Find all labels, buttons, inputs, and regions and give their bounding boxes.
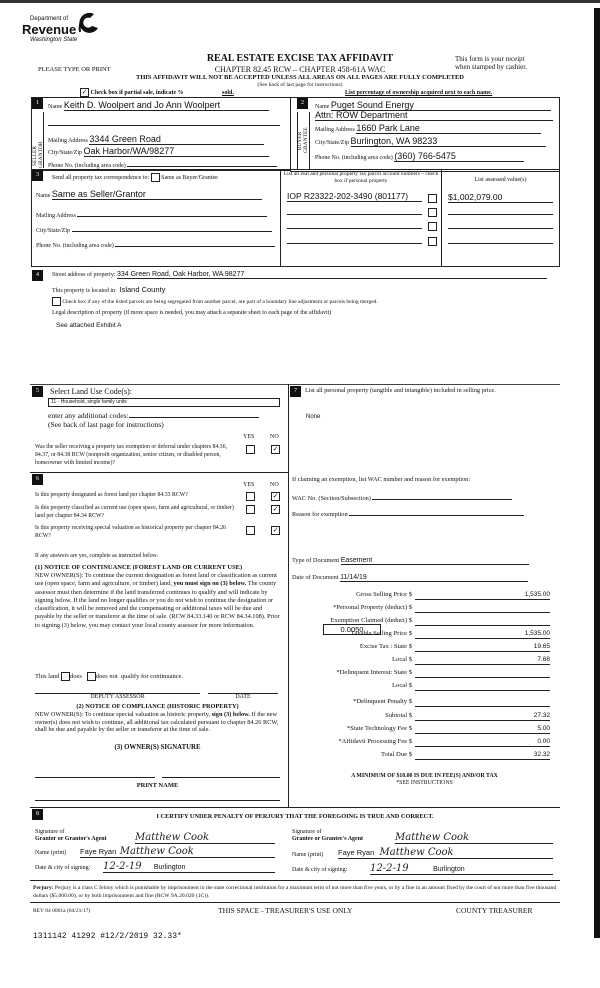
label: This land bbox=[35, 672, 60, 680]
logo-revenue: Revenue bbox=[22, 22, 77, 37]
personal-property-checkbox[interactable] bbox=[428, 237, 437, 246]
same-as-buyer-checkbox[interactable] bbox=[151, 173, 160, 182]
list-pct-label: List percentage of ownership acquired next to each name. bbox=[345, 90, 493, 96]
label: enter any additional codes: bbox=[48, 411, 129, 420]
tax-row-value[interactable]: 5.00 bbox=[415, 725, 550, 734]
yes-header: YES bbox=[243, 434, 255, 440]
label: Send all property tax correspondence to: bbox=[52, 174, 150, 181]
notice1-text: NEW OWNER(S): To continue the current designation as forest land or classification as current use (open space, farm and agriculture, or timber) land, you must sign on (3) below. The county assessor must then determine if the land transferred continues to qualify and will indicate by signing below. If the land no longer qualifies or you do not wish to continue the designation or classification, it will be removed and the compensating or additional taxes will be due and payable by the seller or transferor at the time of sale. (RCW 84.33.140 or RCW 84.34.108). Prior to signing (3) below, you may contact your local county assessor for more information. bbox=[35, 572, 280, 629]
revenue-logo-icon bbox=[76, 10, 100, 36]
buyer-mail-field[interactable]: 1660 Park Lane bbox=[356, 123, 541, 134]
exemption-label: If claiming an exemption, list WAC number and reason for exemption: bbox=[292, 476, 471, 483]
personal-property-label: List all personal property (tangible and intangible) included in selling price. bbox=[305, 387, 496, 394]
seller-city-field[interactable]: Oak Harbor/WA/98277 bbox=[84, 146, 269, 157]
section-number: 8 bbox=[32, 809, 43, 820]
grantor-city[interactable]: Burlington bbox=[153, 864, 186, 871]
notice1-title: (1) NOTICE OF CONTINUANCE (FOREST LAND OR CURRENT USE) bbox=[35, 564, 243, 571]
warning-text: THIS AFFIDAVIT WILL NOT BE ACCEPTED UNLESS ALL AREAS ON ALL PAGES ARE FULLY COMPLETED bbox=[136, 74, 464, 81]
does-not-checkbox[interactable] bbox=[87, 672, 96, 681]
logo-line3: Washington State bbox=[30, 37, 78, 43]
grantee-date[interactable]: 12-2-19 bbox=[370, 863, 409, 874]
buyer-attn-field[interactable]: Attn: ROW Department bbox=[315, 110, 553, 121]
parcel-number-field[interactable]: IOP R23322-202-3490 (801177) bbox=[287, 191, 422, 202]
seller-name-field[interactable]: Keith D. Woolpert and Jo Ann Woolpert bbox=[64, 100, 269, 111]
assessed-value-field[interactable]: $1,002,079.00 bbox=[448, 192, 553, 203]
buyer-city-field[interactable]: Burlington, WA 98233 bbox=[351, 136, 546, 147]
grantor-print-signature: Matthew Cook bbox=[119, 846, 194, 857]
correspondence-city-field[interactable] bbox=[72, 224, 272, 232]
tax-row-value[interactable] bbox=[415, 604, 550, 613]
label: City/State/Zip bbox=[48, 150, 82, 156]
label: Date & city of signing: bbox=[35, 865, 91, 871]
label: Street address of property: bbox=[52, 272, 116, 278]
tax-row-label: Taxable Selling Price $ bbox=[350, 630, 412, 637]
label: Phone No. (including area code) bbox=[315, 155, 393, 161]
tax-row-label: Subtotal $ bbox=[385, 712, 412, 719]
sold-label: sold. bbox=[222, 90, 234, 96]
tax-row-label: Excise Tax : State $ bbox=[359, 643, 412, 650]
county-field[interactable]: Island County bbox=[119, 285, 166, 294]
owner-signature-title: (3) OWNER(S) SIGNATURE bbox=[114, 744, 201, 751]
partial-sale-label: Check box if partial sale, indicate % bbox=[90, 89, 184, 96]
label: Reason for exemption bbox=[292, 511, 348, 518]
notice2-title: (2) NOTICE OF COMPLIANCE (HISTORIC PROPERTY) bbox=[76, 703, 239, 710]
label: Date of Document bbox=[292, 574, 339, 581]
tax-row-value[interactable] bbox=[415, 669, 550, 678]
deputy-assessor-line[interactable]: DEPUTY ASSESSOR bbox=[35, 693, 200, 700]
form-revision: REV 84 0001a (04/21/17) bbox=[33, 908, 91, 914]
minimum-due-note: A MINIMUM OF $10.00 IS DUE IN FEE(S) AND/OR TAX bbox=[351, 773, 498, 779]
tax-row-label: Exemption Claimed (deduct) $ bbox=[330, 617, 412, 624]
historic-no-checkbox[interactable]: ✓ bbox=[272, 526, 279, 534]
seller-mail-field[interactable]: 3344 Green Road bbox=[89, 134, 264, 145]
seller-phone-field[interactable] bbox=[127, 159, 277, 167]
tax-row-label: *Affidavit Processing Fee $ bbox=[338, 738, 412, 745]
see-back: (See back of last page for instructions) bbox=[257, 82, 343, 88]
additional-codes-field[interactable] bbox=[129, 409, 259, 418]
tax-row-value[interactable]: 27.32 bbox=[415, 712, 550, 721]
exemption-reason-field[interactable] bbox=[349, 508, 524, 516]
no-header: NO bbox=[270, 482, 279, 488]
label: Phone No. (including area code) bbox=[48, 163, 126, 169]
buyer-phone-field[interactable]: (360) 766-5475 bbox=[394, 151, 524, 162]
grantor-print-name[interactable]: Faye Ryan bbox=[80, 847, 117, 856]
label: WAC No. (Section/Subsection) bbox=[292, 495, 371, 502]
label: Same as Buyer/Grantee bbox=[161, 174, 218, 181]
assessor-date-line[interactable]: DATE bbox=[208, 693, 278, 700]
no-header: NO bbox=[270, 434, 279, 440]
label: Mailing Address bbox=[48, 138, 88, 144]
label: City/State/Zip bbox=[36, 228, 70, 234]
yes-header: YES bbox=[243, 482, 255, 488]
label: Signature of bbox=[292, 829, 322, 835]
section-number: 6 bbox=[32, 474, 43, 485]
forest-yes-checkbox[interactable] bbox=[246, 492, 255, 501]
see-back-note: (See back of last page for instructions) bbox=[48, 420, 164, 429]
parcel-header: List all real and personal property tax parcel account numbers – check box if personal property bbox=[283, 171, 439, 184]
current-use-no-checkbox[interactable]: ✓ bbox=[272, 505, 279, 513]
print-name-line[interactable] bbox=[35, 800, 280, 801]
historic-question: Is this property receiving special valuation as historical property per chapter 84.26 RCW? bbox=[35, 525, 226, 539]
legal-description-field[interactable]: See attached Exhibit A bbox=[56, 322, 122, 329]
tax-row-value[interactable]: 1,535.00 bbox=[415, 591, 550, 600]
notice2-text: NEW OWNER(S): To continue special valuation as historic property, sign (3) below. If the new owner(s) does not wish to continue, all additional tax calculated pursuant to chapter 84.26 RCW, shall be due and payable by the seller or transferor at the time of sale. bbox=[35, 711, 279, 733]
label: Mailing Address bbox=[36, 213, 76, 219]
buyer-name-field[interactable]: Puget Sound Energy bbox=[331, 100, 551, 111]
section-number: 7 bbox=[290, 386, 301, 397]
label: City/State/Zip bbox=[315, 140, 349, 146]
label: Date & city of signing: bbox=[292, 867, 348, 873]
print-name-label: PRINT NAME bbox=[136, 782, 179, 789]
tax-row-value[interactable]: 32.32 bbox=[415, 751, 550, 760]
current-use-question: Is this property classified as current use (open space, farm and agricultural, or timber) land per chapter 84.34 RCW? bbox=[35, 505, 234, 519]
personal-property-checkbox[interactable] bbox=[428, 222, 437, 231]
tax-row-value[interactable] bbox=[415, 698, 550, 707]
label: Name (print) bbox=[35, 850, 67, 856]
receipt-note-2: when stamped by cashier. bbox=[455, 63, 527, 71]
section-number: 1 bbox=[32, 98, 43, 109]
tax-row-value[interactable] bbox=[415, 682, 550, 691]
tax-row-label: Total Due $ bbox=[380, 751, 412, 758]
grantee-signature-label: Grantee or Grantee's Agent bbox=[292, 836, 364, 842]
label: Phone No. (including area code) bbox=[36, 243, 114, 249]
label: Mailing Address bbox=[315, 127, 355, 133]
grantee-city[interactable]: Burlington bbox=[433, 866, 465, 873]
grantor-signature[interactable]: Matthew Cook bbox=[135, 832, 275, 844]
correspondence-mail-field[interactable] bbox=[77, 209, 267, 217]
document-date-field[interactable]: 11/14/19 bbox=[340, 574, 528, 582]
legal-description-label: Legal description of property (if more space is needed, you may attach a separate sheet to each page of the affidavit) bbox=[52, 310, 332, 316]
tax-row-value[interactable]: 1,535.00 bbox=[415, 630, 550, 639]
scan-edge-top bbox=[0, 0, 600, 3]
personal-property-checkbox[interactable] bbox=[428, 194, 437, 203]
section-number: 4 bbox=[32, 270, 43, 281]
form-title: REAL ESTATE EXCISE TAX AFFIDAVIT bbox=[206, 53, 394, 64]
partial-sale-checkbox[interactable]: ✓ bbox=[81, 88, 88, 96]
exemption-yes-checkbox[interactable] bbox=[246, 445, 255, 454]
county-treasurer-label: COUNTY TREASURER bbox=[456, 906, 533, 915]
label: qualify for continuance. bbox=[120, 672, 184, 680]
logo-line1: Department of bbox=[30, 16, 69, 22]
document-type-field[interactable]: Easement bbox=[341, 557, 529, 565]
type-or-print: PLEASE TYPE OR PRINT bbox=[38, 66, 111, 73]
section-number: 5 bbox=[32, 386, 43, 397]
treasurer-use-label: THIS SPACE - TREASURER'S USE ONLY bbox=[218, 906, 353, 915]
tax-row-value[interactable]: 19.65 bbox=[415, 643, 550, 652]
form-chapter: CHAPTER 82.45 RCW – CHAPTER 458-61A WAC bbox=[214, 65, 386, 74]
label: Type of Document bbox=[292, 557, 340, 564]
tax-row-label: Local $ bbox=[392, 682, 412, 689]
seller-side-label: SELLER GRANTOR bbox=[32, 141, 44, 168]
grantee-print-signature: Matthew Cook bbox=[379, 847, 454, 858]
does-checkbox[interactable] bbox=[61, 672, 70, 681]
label: Name bbox=[36, 193, 51, 199]
perjury-note: Perjury: Perjury is a class C felony which is punishable by imprisonment in the state correctional institution for a maximum term of not more than five years, or by a fine in an amount fixed by the court of not more than five thousand dollars ($5,000.00), or by both imprisonment and fine (RCW 9A.20.020 (1C)). bbox=[33, 885, 557, 899]
assessed-header: List assessed value(s) bbox=[474, 177, 527, 183]
forest-land-question: Is this property designated as forest land per chapter 84.33 RCW? bbox=[35, 492, 188, 498]
exemption-no-checkbox[interactable]: ✓ bbox=[272, 445, 279, 453]
correspondence-phone-field[interactable] bbox=[115, 239, 275, 247]
grantor-date[interactable]: 12-2-19 bbox=[103, 861, 142, 872]
label: Name (print) bbox=[292, 852, 324, 858]
tax-row-label: *Delinquent Interest: State $ bbox=[336, 669, 412, 676]
wac-number-field[interactable] bbox=[372, 492, 512, 500]
personal-property-checkbox[interactable] bbox=[428, 208, 437, 217]
land-use-code-field[interactable]: 11 - Household, single family units bbox=[48, 398, 280, 407]
tax-row-value[interactable]: 7.68 bbox=[415, 656, 550, 665]
tax-row-value[interactable]: 0.00 bbox=[415, 738, 550, 747]
historic-yes-checkbox[interactable] bbox=[246, 526, 255, 535]
section-number: 2 bbox=[297, 98, 308, 109]
receipt-note-1: This form is your receipt bbox=[455, 55, 525, 63]
buyer-side-label: BUYER GRANTEE bbox=[297, 127, 309, 153]
current-use-yes-checkbox[interactable] bbox=[246, 505, 255, 514]
grantee-signature[interactable]: Matthew Cook bbox=[395, 832, 553, 844]
section-number: 3 bbox=[32, 170, 43, 181]
label: does not bbox=[95, 672, 118, 680]
tax-row-label: *Delinquent Penalty $ bbox=[353, 698, 412, 705]
forest-no-checkbox[interactable]: ✓ bbox=[272, 492, 279, 500]
personal-property-field[interactable]: None bbox=[306, 414, 321, 420]
if-yes-note: If any answers are yes, complete as instructed below. bbox=[35, 553, 158, 559]
label: does bbox=[70, 672, 82, 680]
owner-signature-line[interactable] bbox=[35, 777, 155, 778]
tax-row-label: Gross Selling Price $ bbox=[356, 591, 412, 598]
label: Name bbox=[48, 104, 63, 110]
grantee-print-name[interactable]: Faye Ryan bbox=[338, 848, 375, 857]
land-use-label: Select Land Use Code(s): bbox=[50, 387, 132, 396]
segregated-checkbox[interactable] bbox=[52, 297, 61, 306]
tax-row-value[interactable] bbox=[415, 617, 550, 626]
label: Name bbox=[315, 104, 330, 110]
tax-row-label: Local $ bbox=[392, 656, 412, 663]
certify-statement: I CERTIFY UNDER PENALTY OF PERJURY THAT THE FOREGOING IS TRUE AND CORRECT. bbox=[156, 813, 434, 820]
correspondence-name-field[interactable]: Same as Seller/Grantor bbox=[52, 189, 262, 200]
scan-edge-right bbox=[594, 8, 600, 938]
cashier-stamp: 1311142 41292 #12/2/2019 32.33* bbox=[33, 932, 182, 941]
exemption-question: Was the seller receiving a property tax exemption or deferral under chapters 84.36, 84.37, or 84.38 RCW (nonprofit organization, senior citizen, or disabled person, homeowner with limited income)? bbox=[35, 444, 228, 466]
label: Signature of bbox=[35, 829, 65, 835]
see-instructions-note: *SEE INSTRUCTIONS bbox=[396, 780, 453, 786]
street-address-field[interactable]: 334 Green Road, Oak Harbor, WA 98277 bbox=[117, 271, 547, 279]
owner-signature-line[interactable] bbox=[162, 777, 280, 778]
grantor-signature-label: Grantor or Grantor's Agent bbox=[35, 836, 107, 842]
tax-row-label: *State Technology Fee $ bbox=[346, 725, 412, 732]
tax-row-label: *Personal Property (deduct) $ bbox=[333, 604, 412, 611]
label: This property is located in bbox=[52, 288, 115, 294]
local-rate-field[interactable]: 0.0050 bbox=[323, 624, 381, 635]
label: Check box if any of the listed parcels are being segregated from another parcel, are part of a boundary line adjustment or parcels being merged. bbox=[62, 298, 378, 305]
